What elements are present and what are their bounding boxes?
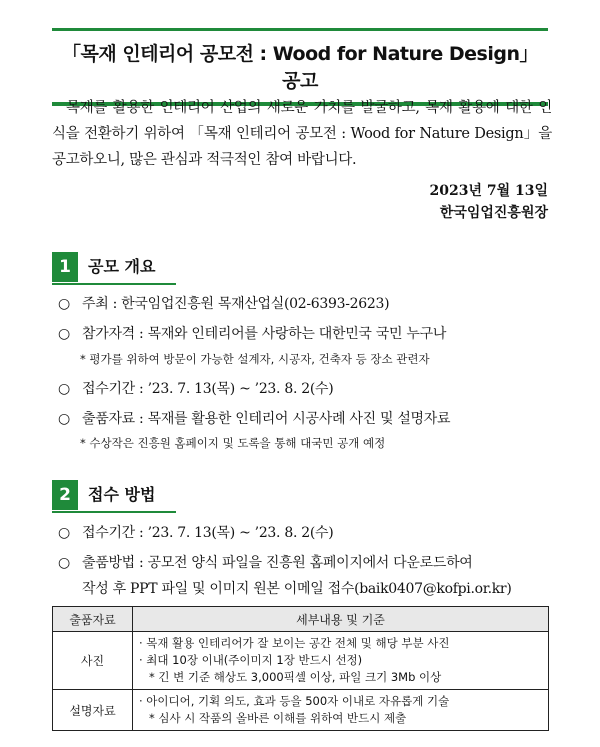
detail-line: · 최대 10장 이내(주이미지 1장 반드시 선정): [139, 653, 363, 667]
section-2-underline: [52, 511, 176, 513]
section-1-underline: [52, 283, 176, 285]
bullet-mark: ○: [58, 411, 70, 427]
materials-text: 출품자료 : 목재를 활용한 인테리어 시공사례 사진 및 설명자료: [82, 411, 451, 427]
table-row: [53, 632, 549, 690]
bullet-eligibility: [58, 323, 558, 345]
method-text-line2: 작성 후 PPT 파일 및 이미지 원본 이메일 접수(baik0407@kofpi.or.kr): [82, 581, 512, 597]
row-detail: [133, 690, 549, 731]
intro-paragraph: [52, 95, 552, 173]
detail-note: * 심사 시 작품의 올바른 이해를 위하여 반드시 제출: [149, 711, 407, 725]
period-text: 접수기간 : ’23. 7. 13(목) ~ ’23. 8. 2(수): [82, 381, 334, 397]
table-header: 출품자료: [53, 607, 133, 632]
bullet-mark: ○: [58, 381, 70, 397]
section-1-number: 1: [52, 252, 78, 282]
detail-line: · 아이디어, 기획 의도, 효과 등을 500자 이내로 자유롭게 기술: [139, 694, 450, 708]
table-row: [53, 690, 549, 731]
table-header: 세부내용 및 기준: [133, 607, 549, 632]
eligibility-text: 참가자격 : 목재와 인테리어를 사랑하는 대한민국 국민 누구나: [82, 326, 447, 342]
bullet-method: [58, 552, 558, 574]
eligibility-note: * 평가를 위하여 방문이 가능한 설계자, 시공자, 건축자 등 장소 관련자: [80, 352, 430, 366]
method-text-line1: 출품방법 : 공모전 양식 파일을 진흥원 홈페이지에서 다운로드하여: [82, 555, 473, 571]
row-detail: [133, 632, 549, 690]
table-header-row: [53, 607, 549, 632]
notice-date: 2023년 7월 13일: [429, 183, 548, 199]
issuer: 한국임업진흥원장: [439, 205, 548, 221]
bullet-period: [58, 378, 558, 400]
bullet-host: [58, 293, 558, 315]
section-2-heading: [52, 480, 176, 510]
host-text: 주최 : 한국임업진흥원 목재산업실(02-6393-2623): [82, 296, 390, 312]
bullet-mark: ○: [58, 555, 70, 571]
signature-block: [429, 180, 548, 224]
page-title: 「목재 인테리어 공모전 : Wood for Nature Design」 공고: [62, 43, 538, 92]
detail-line: · 목재 활용 인테리어가 잘 보이는 공간 전체 및 해당 부분 사진: [139, 636, 450, 650]
row-category: 사진: [53, 632, 133, 690]
bullet-materials: [58, 408, 558, 430]
bullet-period-2: [58, 522, 558, 544]
submission-table: [52, 606, 549, 731]
bullet-mark: ○: [58, 296, 70, 312]
section-1-heading: [52, 252, 176, 282]
bullet-mark: ○: [58, 525, 70, 541]
bullet-mark: ○: [58, 326, 70, 342]
section-1-title: 공모 개요: [88, 257, 156, 276]
row-category: 설명자료: [53, 690, 133, 731]
detail-note: * 긴 변 기준 해상도 3,000픽셀 이상, 파일 크기 3Mb 이상: [149, 670, 442, 684]
section-2-title: 접수 방법: [88, 485, 156, 504]
intro-text: 목재를 활용한 인테리어 산업의 새로운 가치를 발굴하고, 목재 활용에 대한 인식을 전환하기 위하여 「목재 인테리어 공모전 : Wood for Nature Design」을 공고하오니, 많은 관심과 적극적인 참여 바랍니다.: [52, 100, 552, 168]
period-2-text: 접수기간 : ’23. 7. 13(목) ~ ’23. 8. 2(수): [82, 525, 334, 541]
materials-note: * 수상작은 진흥원 홈페이지 및 도록을 통해 대국민 공개 예정: [80, 436, 386, 450]
section-2-number: 2: [52, 480, 78, 510]
